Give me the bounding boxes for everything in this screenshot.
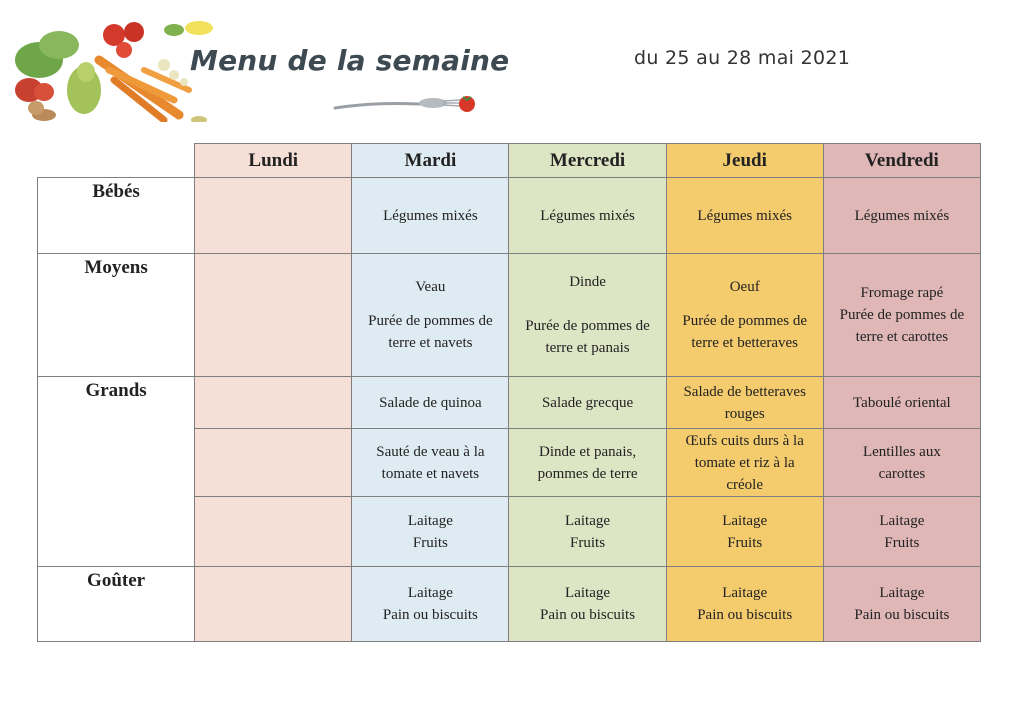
menu-line: Sauté de veau à la xyxy=(376,443,485,460)
menu-line: pommes de terre xyxy=(537,465,638,482)
menu-line: Dinde xyxy=(569,274,606,290)
menu-cell: Salade grecque xyxy=(509,377,666,429)
category-grands: Grands xyxy=(38,377,195,567)
menu-line: Purée de pommes de xyxy=(368,313,493,329)
category-bebes: Bébés xyxy=(38,178,195,254)
menu-line: Purée de pommes de xyxy=(525,318,650,334)
menu-cell xyxy=(666,567,823,642)
vegetables-illustration xyxy=(14,20,214,122)
menu-cell xyxy=(666,254,823,377)
date-range: du 25 au 28 mai 2021 xyxy=(634,47,851,69)
day-header-mardi: Mardi xyxy=(352,144,509,178)
menu-line: tomate et riz à la xyxy=(694,454,795,471)
menu-line: Purée de pommes de xyxy=(682,313,807,329)
menu-line: terre et panais xyxy=(545,340,630,356)
menu-cell xyxy=(195,429,352,497)
menu-line: Laitage xyxy=(879,512,925,529)
menu-line: Salade de betteraves xyxy=(683,383,806,400)
menu-cell xyxy=(352,254,509,377)
menu-cell: Légumes mixés xyxy=(509,178,666,254)
menu-cell: Légumes mixés xyxy=(352,178,509,254)
menu-line: Laitage xyxy=(407,585,453,601)
menu-line: Laitage xyxy=(407,512,453,529)
weekly-menu-table xyxy=(37,143,981,642)
menu-line: Purée de pommes de xyxy=(839,307,965,323)
menu-line: Laitage xyxy=(879,585,925,601)
menu-line: Fruits xyxy=(412,534,448,551)
row-grands-entree xyxy=(38,377,981,429)
menu-line: Œufs cuits durs à la xyxy=(685,432,804,449)
menu-line: Laitage xyxy=(565,512,611,529)
row-moyens xyxy=(38,254,981,377)
menu-cell xyxy=(195,377,352,429)
menu-cell xyxy=(509,567,666,642)
menu-line: Veau xyxy=(415,279,446,295)
menu-cell: Taboulé oriental xyxy=(823,377,980,429)
menu-cell xyxy=(195,497,352,567)
page-title: Menu de la semaine xyxy=(190,44,510,77)
fork-with-tomato-icon xyxy=(333,92,483,116)
day-header-jeudi: Jeudi xyxy=(666,144,823,178)
menu-line: carottes xyxy=(878,465,926,482)
days-header-row xyxy=(38,144,981,178)
menu-line: Pain ou biscuits xyxy=(382,607,478,623)
menu-line: Laitage xyxy=(565,585,611,601)
row-gouter xyxy=(38,567,981,642)
menu-cell xyxy=(352,497,509,567)
day-header-mercredi: Mercredi xyxy=(509,144,666,178)
menu-cell: Légumes mixés xyxy=(823,178,980,254)
menu-cell xyxy=(509,497,666,567)
menu-cell xyxy=(195,567,352,642)
menu-cell xyxy=(823,254,980,377)
corner-cell xyxy=(38,144,195,178)
menu-line: terre et carottes xyxy=(855,329,949,345)
menu-cell xyxy=(509,429,666,497)
menu-line: Fruits xyxy=(727,534,763,551)
menu-line: terre et navets xyxy=(388,335,473,351)
menu-line: Pain ou biscuits xyxy=(540,607,636,623)
menu-line: Pain ou biscuits xyxy=(697,607,793,623)
menu-cell xyxy=(195,254,352,377)
menu-cell xyxy=(195,178,352,254)
menu-line: créole xyxy=(726,476,764,493)
menu-cell xyxy=(666,429,823,497)
menu-line: Oeuf xyxy=(729,279,760,295)
menu-line: tomate et navets xyxy=(381,465,480,482)
menu-cell xyxy=(666,377,823,429)
menu-cell: Légumes mixés xyxy=(666,178,823,254)
category-moyens: Moyens xyxy=(38,254,195,377)
menu-line: terre et betteraves xyxy=(691,335,798,351)
menu-line: Fromage rapé xyxy=(860,285,944,301)
menu-cell xyxy=(823,567,980,642)
menu-line: Laitage xyxy=(722,585,768,601)
day-header-lundi: Lundi xyxy=(195,144,352,178)
menu-cell xyxy=(509,254,666,377)
menu-line: rouges xyxy=(724,405,765,422)
menu-cell: Salade de quinoa xyxy=(352,377,509,429)
day-header-vendredi: Vendredi xyxy=(823,144,980,178)
menu-line: Lentilles aux xyxy=(862,443,941,460)
menu-line: Fruits xyxy=(570,534,606,551)
menu-line: Dinde et panais, xyxy=(539,443,637,460)
category-gouter: Goûter xyxy=(38,567,195,642)
menu-cell xyxy=(823,429,980,497)
menu-cell xyxy=(352,429,509,497)
menu-line: Fruits xyxy=(884,534,920,551)
menu-cell xyxy=(823,497,980,567)
row-bebes xyxy=(38,178,981,254)
menu-cell xyxy=(666,497,823,567)
menu-line: Laitage xyxy=(722,512,768,529)
menu-line: Pain ou biscuits xyxy=(854,607,950,623)
menu-cell xyxy=(352,567,509,642)
